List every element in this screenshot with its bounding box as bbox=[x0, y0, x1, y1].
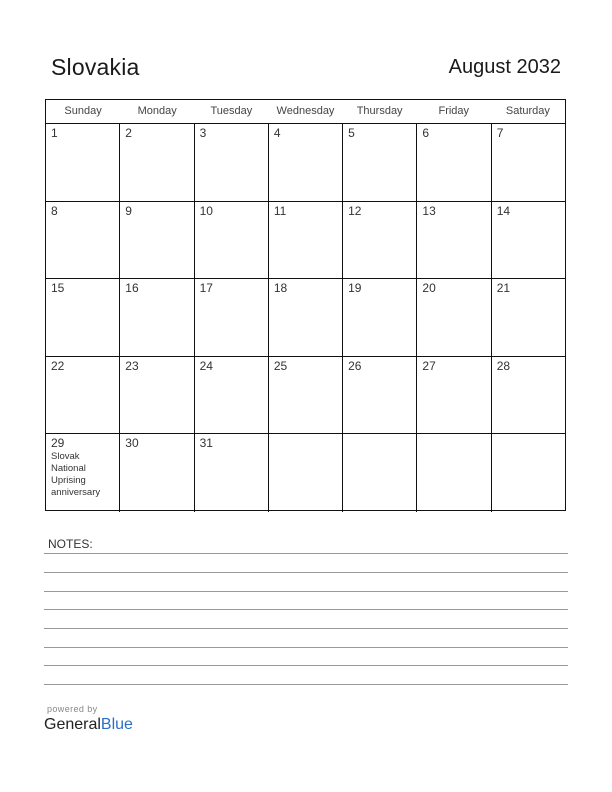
week-row bbox=[46, 124, 565, 202]
country-title: Slovakia bbox=[51, 54, 140, 80]
brand-general: General bbox=[44, 716, 101, 733]
day-number: 11 bbox=[273, 203, 287, 218]
day-cell bbox=[195, 434, 269, 512]
generalblue-logo bbox=[44, 716, 133, 734]
day-number: 19 bbox=[348, 281, 362, 295]
notes-label: NOTES: bbox=[48, 537, 93, 551]
holiday-label: Slovak National Uprising anniversary bbox=[51, 451, 101, 498]
day-cell bbox=[120, 279, 194, 356]
notes-line bbox=[44, 591, 568, 592]
notes-line bbox=[44, 553, 568, 554]
brand-blue: Blue bbox=[100, 716, 133, 733]
day-number: 5 bbox=[348, 126, 355, 140]
day-cell bbox=[269, 124, 343, 201]
day-cell bbox=[343, 202, 417, 279]
day-cell bbox=[46, 434, 120, 512]
day-number: 28 bbox=[496, 358, 511, 373]
day-cell bbox=[269, 434, 343, 512]
week-row bbox=[46, 202, 565, 280]
day-number: 9 bbox=[125, 203, 132, 218]
weekday-label: Saturday bbox=[505, 105, 550, 117]
notes-line bbox=[44, 647, 568, 648]
weekday-label: Wednesday bbox=[276, 105, 335, 117]
day-number: 26 bbox=[348, 358, 362, 373]
day-cell bbox=[46, 202, 120, 279]
day-number: 3 bbox=[199, 126, 207, 140]
day-number: 10 bbox=[199, 203, 213, 218]
day-number: 6 bbox=[422, 126, 430, 140]
day-cell bbox=[417, 279, 491, 356]
day-cell bbox=[417, 124, 491, 201]
day-number: 1 bbox=[51, 126, 58, 140]
day-cell bbox=[269, 202, 343, 279]
day-number: 14 bbox=[496, 203, 511, 218]
weekday-label: Thursday bbox=[356, 105, 403, 117]
week-row bbox=[46, 357, 565, 435]
day-cell bbox=[492, 124, 565, 201]
day-number: 20 bbox=[422, 281, 436, 295]
day-number: 21 bbox=[496, 281, 511, 295]
day-cell bbox=[120, 357, 194, 434]
day-cell bbox=[46, 124, 120, 201]
day-number: 25 bbox=[273, 358, 288, 373]
day-cell bbox=[417, 202, 491, 279]
day-number: 18 bbox=[273, 281, 288, 295]
day-cell bbox=[343, 124, 417, 201]
day-cell bbox=[492, 279, 565, 356]
day-cell bbox=[195, 279, 269, 356]
day-cell bbox=[195, 124, 269, 201]
day-cell bbox=[195, 357, 269, 434]
day-number: 4 bbox=[273, 126, 281, 140]
day-number: 29 bbox=[51, 436, 65, 450]
day-number: 7 bbox=[496, 126, 504, 140]
day-cell bbox=[195, 202, 269, 279]
day-cell bbox=[417, 434, 491, 512]
day-number: 24 bbox=[199, 358, 213, 373]
day-number: 30 bbox=[125, 436, 139, 450]
day-cell bbox=[46, 279, 120, 356]
day-number: 17 bbox=[199, 281, 213, 295]
week-row bbox=[46, 279, 565, 357]
weekday-label: Tuesday bbox=[210, 105, 253, 117]
day-number: 12 bbox=[348, 203, 362, 218]
day-number: 15 bbox=[51, 281, 65, 295]
day-number: 27 bbox=[422, 358, 436, 373]
weekday-label: Sunday bbox=[64, 105, 102, 117]
weekday-label: Monday bbox=[137, 105, 177, 117]
day-number: 2 bbox=[125, 126, 132, 140]
day-cell bbox=[120, 202, 194, 279]
week-row bbox=[46, 434, 565, 512]
day-number: 16 bbox=[125, 281, 139, 295]
day-cell bbox=[343, 357, 417, 434]
day-cell bbox=[417, 357, 491, 434]
powered-by-label: powered by bbox=[47, 704, 98, 714]
day-cell bbox=[46, 357, 120, 434]
notes-line bbox=[44, 628, 568, 629]
notes-line bbox=[44, 665, 568, 666]
notes-line bbox=[44, 572, 568, 573]
day-cell bbox=[492, 434, 565, 512]
day-cell bbox=[492, 357, 565, 434]
day-number: 22 bbox=[51, 358, 65, 373]
weekday-label: Friday bbox=[438, 105, 470, 117]
weekday-header bbox=[46, 100, 565, 124]
day-cell bbox=[120, 124, 194, 201]
day-cell bbox=[120, 434, 194, 512]
day-number: 31 bbox=[199, 436, 213, 450]
notes-line bbox=[44, 684, 568, 685]
day-number: 23 bbox=[125, 358, 139, 373]
day-cell bbox=[269, 357, 343, 434]
calendar-grid bbox=[45, 99, 566, 511]
day-cell bbox=[343, 434, 417, 512]
day-cell bbox=[269, 279, 343, 356]
day-number: 13 bbox=[422, 203, 436, 218]
notes-line bbox=[44, 609, 568, 610]
day-cell bbox=[343, 279, 417, 356]
month-year-title: August 2032 bbox=[448, 56, 561, 78]
day-number: 8 bbox=[51, 203, 58, 218]
day-cell bbox=[492, 202, 565, 279]
